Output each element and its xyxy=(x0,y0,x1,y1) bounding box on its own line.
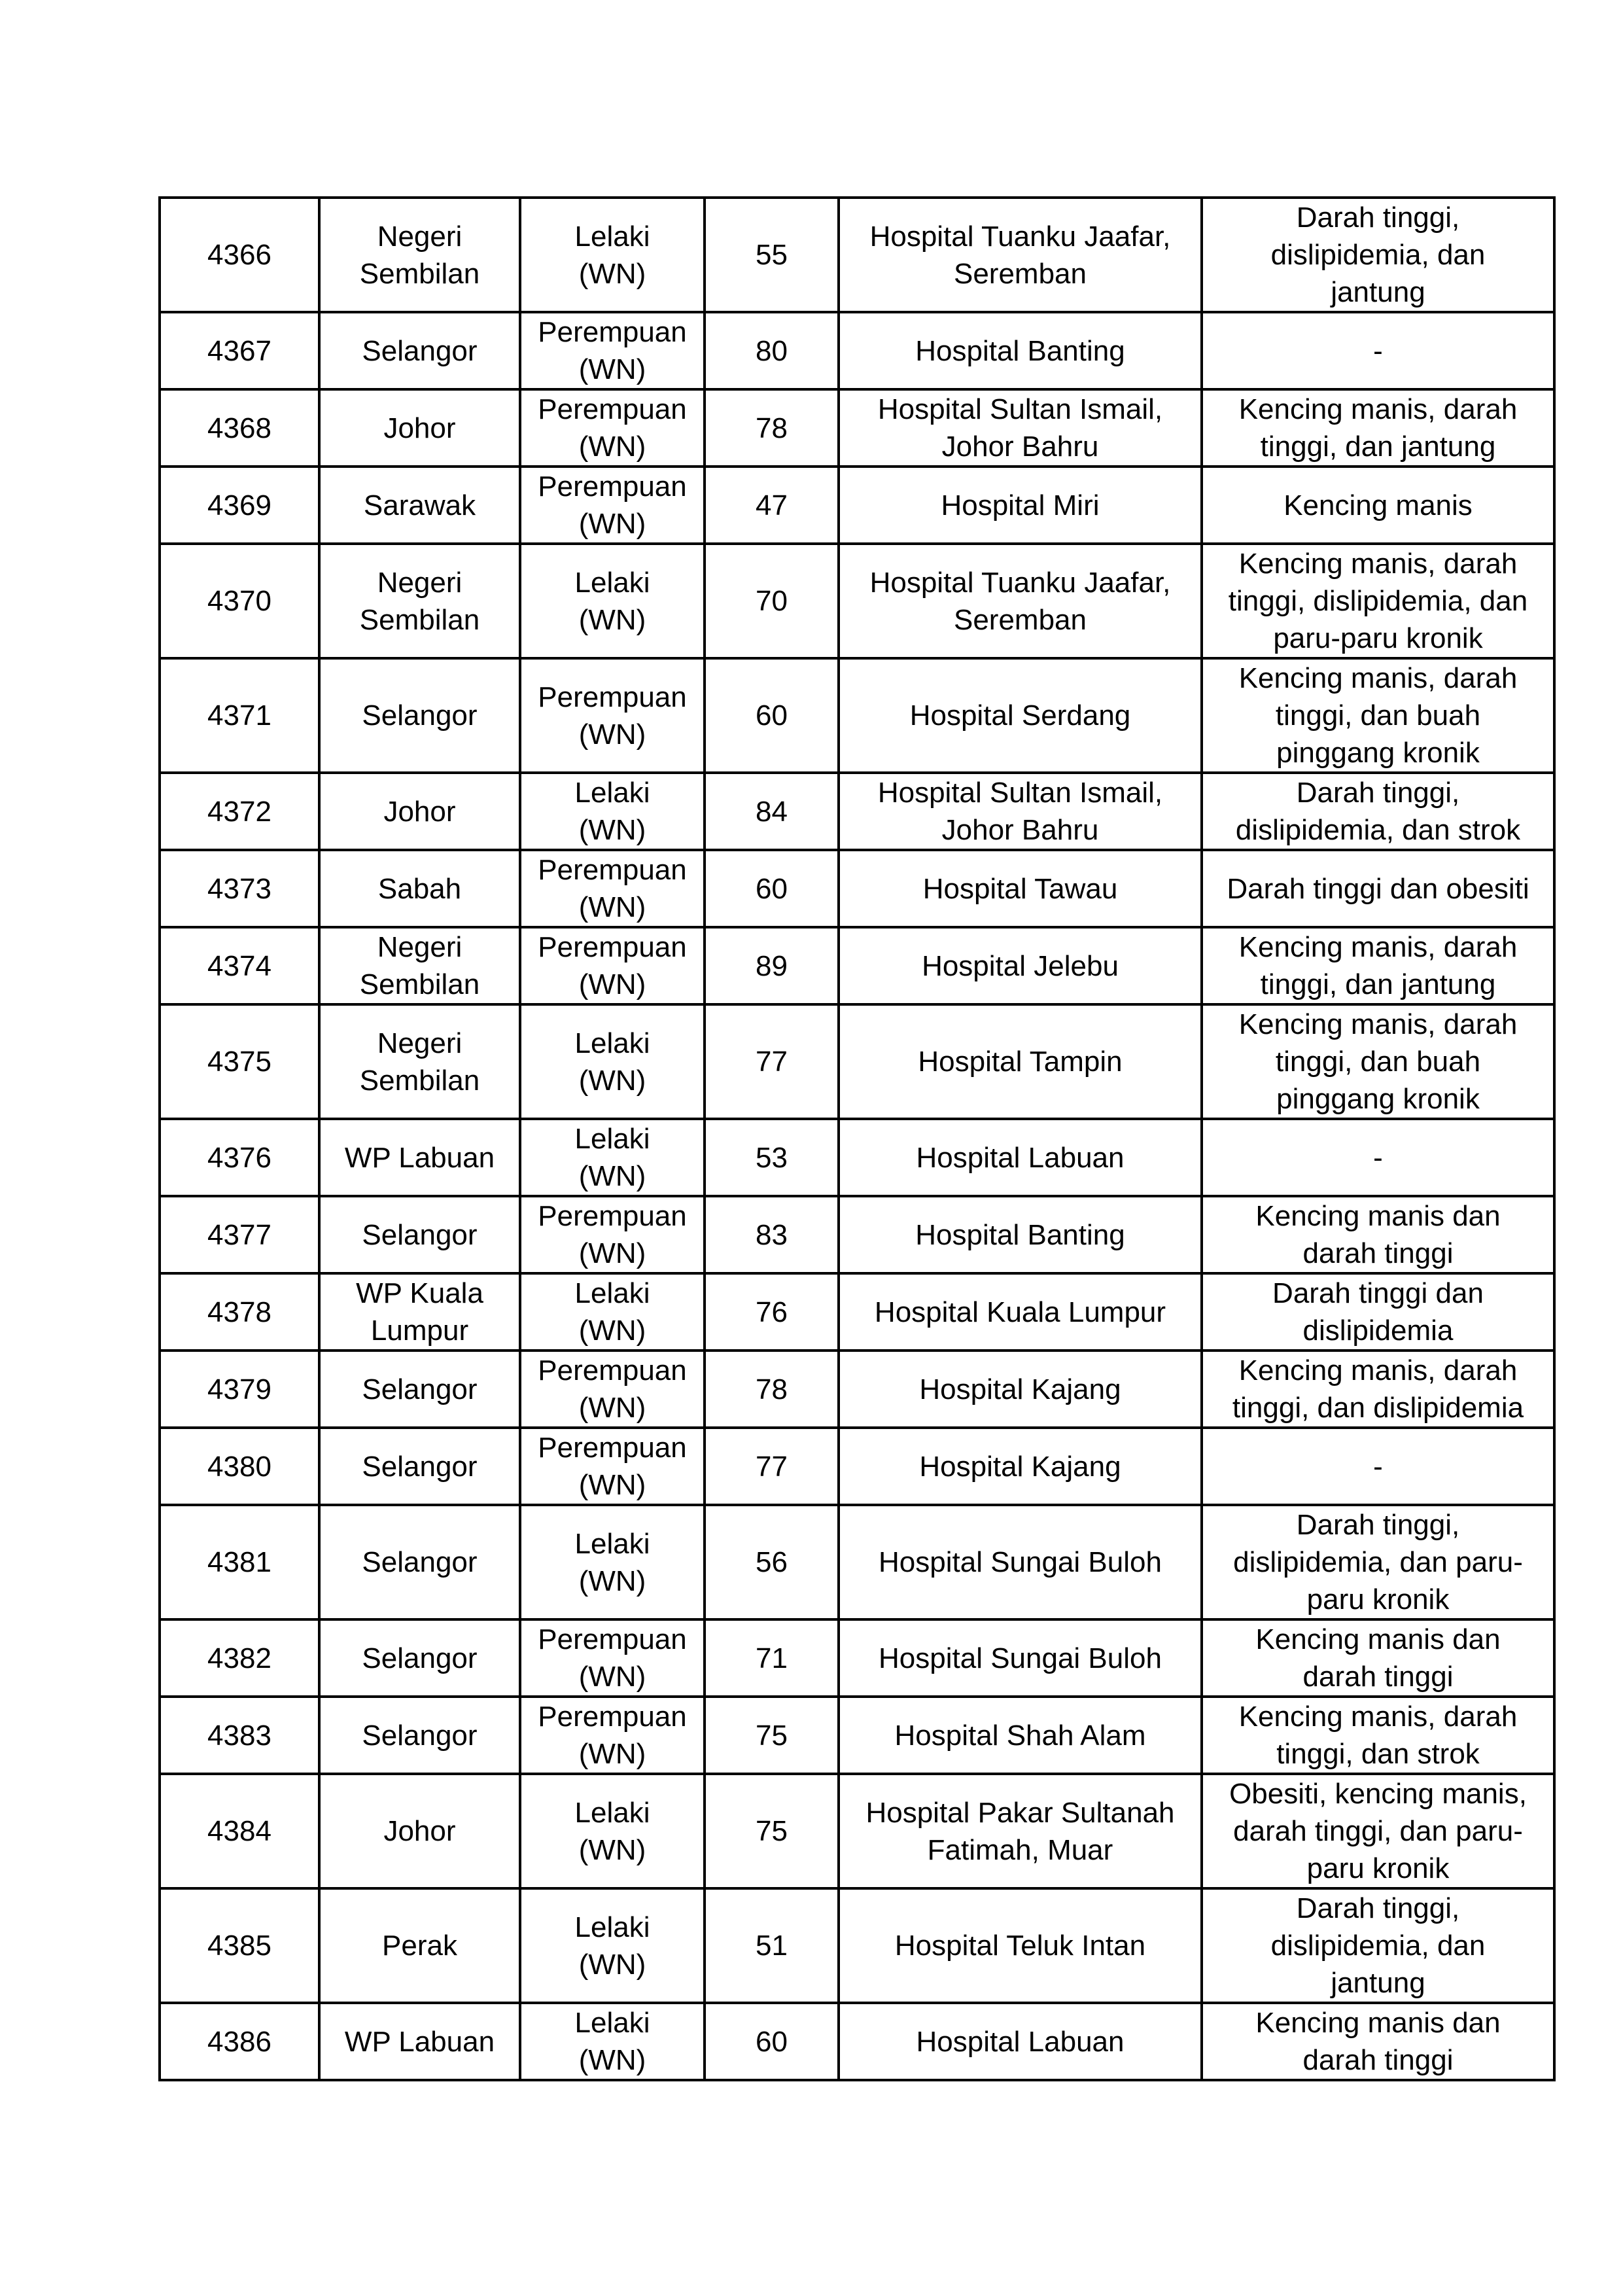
gender-cell: Lelaki (WN) xyxy=(520,1273,705,1351)
case-number-cell: 4377 xyxy=(160,1196,319,1273)
hospital-cell: Hospital Jelebu xyxy=(839,927,1202,1004)
comorbidity-cell: Kencing manis, darah tinggi, dan jantung xyxy=(1202,927,1554,1004)
table-row xyxy=(160,198,1554,312)
case-number-cell: 4383 xyxy=(160,1697,319,1774)
table-row xyxy=(160,312,1554,389)
hospital-cell: Hospital Sungai Buloh xyxy=(839,1505,1202,1619)
state-cell: Selangor xyxy=(319,1428,520,1505)
age-cell: 60 xyxy=(705,658,839,773)
age-cell: 53 xyxy=(705,1119,839,1196)
state-cell: Negeri Sembilan xyxy=(319,544,520,658)
state-cell: WP Labuan xyxy=(319,2003,520,2080)
state-cell: Johor xyxy=(319,389,520,467)
gender-cell: Lelaki (WN) xyxy=(520,1119,705,1196)
age-cell: 55 xyxy=(705,198,839,312)
hospital-cell: Hospital Banting xyxy=(839,1196,1202,1273)
comorbidity-cell: Kencing manis, darah tinggi, dan jantung xyxy=(1202,389,1554,467)
gender-cell: Perempuan (WN) xyxy=(520,1351,705,1428)
table-row xyxy=(160,1505,1554,1619)
hospital-cell: Hospital Serdang xyxy=(839,658,1202,773)
state-cell: Negeri Sembilan xyxy=(319,198,520,312)
age-cell: 60 xyxy=(705,2003,839,2080)
hospital-cell: Hospital Miri xyxy=(839,467,1202,544)
table-row xyxy=(160,467,1554,544)
table-row xyxy=(160,850,1554,927)
gender-cell: Lelaki (WN) xyxy=(520,773,705,850)
case-number-cell: 4382 xyxy=(160,1619,319,1697)
table-row xyxy=(160,1004,1554,1119)
case-number-cell: 4371 xyxy=(160,658,319,773)
gender-cell: Perempuan (WN) xyxy=(520,1428,705,1505)
hospital-cell: Hospital Sungai Buloh xyxy=(839,1619,1202,1697)
gender-cell: Perempuan (WN) xyxy=(520,1619,705,1697)
hospital-cell: Hospital Tuanku Jaafar, Seremban xyxy=(839,544,1202,658)
state-cell: Sabah xyxy=(319,850,520,927)
comorbidity-cell: Kencing manis dan darah tinggi xyxy=(1202,1619,1554,1697)
comorbidity-cell: Kencing manis dan darah tinggi xyxy=(1202,1196,1554,1273)
gender-cell: Perempuan (WN) xyxy=(520,1697,705,1774)
case-number-cell: 4375 xyxy=(160,1004,319,1119)
case-table-body xyxy=(160,198,1554,2080)
comorbidity-cell: - xyxy=(1202,1428,1554,1505)
age-cell: 75 xyxy=(705,1697,839,1774)
case-number-cell: 4367 xyxy=(160,312,319,389)
gender-cell: Perempuan (WN) xyxy=(520,850,705,927)
state-cell: Sarawak xyxy=(319,467,520,544)
hospital-cell: Hospital Tampin xyxy=(839,1004,1202,1119)
table-row xyxy=(160,544,1554,658)
state-cell: Negeri Sembilan xyxy=(319,927,520,1004)
state-cell: Negeri Sembilan xyxy=(319,1004,520,1119)
age-cell: 89 xyxy=(705,927,839,1004)
case-number-cell: 4378 xyxy=(160,1273,319,1351)
gender-cell: Lelaki (WN) xyxy=(520,198,705,312)
comorbidity-cell: Darah tinggi, dislipidemia, dan paru- paru kronik xyxy=(1202,1505,1554,1619)
age-cell: 56 xyxy=(705,1505,839,1619)
table-row xyxy=(160,927,1554,1004)
hospital-cell: Hospital Pakar Sultanah Fatimah, Muar xyxy=(839,1774,1202,1888)
hospital-cell: Hospital Labuan xyxy=(839,1119,1202,1196)
comorbidity-cell: Kencing manis, darah tinggi, dan strok xyxy=(1202,1697,1554,1774)
age-cell: 51 xyxy=(705,1888,839,2003)
state-cell: Selangor xyxy=(319,1505,520,1619)
table-row xyxy=(160,389,1554,467)
age-cell: 80 xyxy=(705,312,839,389)
gender-cell: Perempuan (WN) xyxy=(520,467,705,544)
gender-cell: Lelaki (WN) xyxy=(520,1505,705,1619)
table-row xyxy=(160,1619,1554,1697)
table-row xyxy=(160,1273,1554,1351)
age-cell: 76 xyxy=(705,1273,839,1351)
table-row xyxy=(160,1196,1554,1273)
table-row xyxy=(160,1351,1554,1428)
age-cell: 70 xyxy=(705,544,839,658)
document-page xyxy=(158,196,1556,2081)
gender-cell: Perempuan (WN) xyxy=(520,1196,705,1273)
age-cell: 77 xyxy=(705,1004,839,1119)
gender-cell: Perempuan (WN) xyxy=(520,658,705,773)
state-cell: Selangor xyxy=(319,658,520,773)
gender-cell: Perempuan (WN) xyxy=(520,389,705,467)
comorbidity-cell: Kencing manis, darah tinggi, dan buah pinggang kronik xyxy=(1202,658,1554,773)
case-number-cell: 4372 xyxy=(160,773,319,850)
table-row xyxy=(160,1428,1554,1505)
comorbidity-cell: Kencing manis, darah tinggi, dislipidemia, dan paru-paru kronik xyxy=(1202,544,1554,658)
case-number-cell: 4374 xyxy=(160,927,319,1004)
comorbidity-cell: Darah tinggi, dislipidemia, dan strok xyxy=(1202,773,1554,850)
case-number-cell: 4386 xyxy=(160,2003,319,2080)
table-row xyxy=(160,2003,1554,2080)
state-cell: Selangor xyxy=(319,312,520,389)
comorbidity-cell: - xyxy=(1202,312,1554,389)
case-number-cell: 4380 xyxy=(160,1428,319,1505)
table-row xyxy=(160,1774,1554,1888)
hospital-cell: Hospital Kuala Lumpur xyxy=(839,1273,1202,1351)
comorbidity-cell: Darah tinggi, dislipidemia, dan jantung xyxy=(1202,1888,1554,2003)
age-cell: 71 xyxy=(705,1619,839,1697)
table-row xyxy=(160,773,1554,850)
age-cell: 47 xyxy=(705,467,839,544)
hospital-cell: Hospital Kajang xyxy=(839,1351,1202,1428)
hospital-cell: Hospital Tuanku Jaafar, Seremban xyxy=(839,198,1202,312)
case-number-cell: 4373 xyxy=(160,850,319,927)
comorbidity-cell: Obesiti, kencing manis, darah tinggi, dan paru- paru kronik xyxy=(1202,1774,1554,1888)
comorbidity-cell: Kencing manis, darah tinggi, dan dislipidemia xyxy=(1202,1351,1554,1428)
hospital-cell: Hospital Teluk Intan xyxy=(839,1888,1202,2003)
case-number-cell: 4376 xyxy=(160,1119,319,1196)
hospital-cell: Hospital Tawau xyxy=(839,850,1202,927)
age-cell: 78 xyxy=(705,389,839,467)
case-number-cell: 4384 xyxy=(160,1774,319,1888)
case-number-cell: 4381 xyxy=(160,1505,319,1619)
comorbidity-cell: - xyxy=(1202,1119,1554,1196)
state-cell: Selangor xyxy=(319,1196,520,1273)
comorbidity-cell: Darah tinggi dan obesiti xyxy=(1202,850,1554,927)
age-cell: 78 xyxy=(705,1351,839,1428)
case-number-cell: 4370 xyxy=(160,544,319,658)
case-table xyxy=(158,196,1556,2081)
case-number-cell: 4368 xyxy=(160,389,319,467)
state-cell: WP Kuala Lumpur xyxy=(319,1273,520,1351)
comorbidity-cell: Darah tinggi, dislipidemia, dan jantung xyxy=(1202,198,1554,312)
case-number-cell: 4366 xyxy=(160,198,319,312)
case-number-cell: 4369 xyxy=(160,467,319,544)
hospital-cell: Hospital Sultan Ismail, Johor Bahru xyxy=(839,773,1202,850)
gender-cell: Perempuan (WN) xyxy=(520,312,705,389)
state-cell: Johor xyxy=(319,773,520,850)
state-cell: Selangor xyxy=(319,1351,520,1428)
age-cell: 75 xyxy=(705,1774,839,1888)
comorbidity-cell: Kencing manis, darah tinggi, dan buah pinggang kronik xyxy=(1202,1004,1554,1119)
gender-cell: Lelaki (WN) xyxy=(520,544,705,658)
case-number-cell: 4385 xyxy=(160,1888,319,2003)
hospital-cell: Hospital Banting xyxy=(839,312,1202,389)
comorbidity-cell: Darah tinggi dan dislipidemia xyxy=(1202,1273,1554,1351)
table-row xyxy=(160,1119,1554,1196)
state-cell: Perak xyxy=(319,1888,520,2003)
age-cell: 83 xyxy=(705,1196,839,1273)
hospital-cell: Hospital Sultan Ismail, Johor Bahru xyxy=(839,389,1202,467)
comorbidity-cell: Kencing manis dan darah tinggi xyxy=(1202,2003,1554,2080)
state-cell: WP Labuan xyxy=(319,1119,520,1196)
gender-cell: Lelaki (WN) xyxy=(520,1888,705,2003)
gender-cell: Lelaki (WN) xyxy=(520,1004,705,1119)
state-cell: Selangor xyxy=(319,1619,520,1697)
age-cell: 84 xyxy=(705,773,839,850)
gender-cell: Perempuan (WN) xyxy=(520,927,705,1004)
case-number-cell: 4379 xyxy=(160,1351,319,1428)
gender-cell: Lelaki (WN) xyxy=(520,2003,705,2080)
hospital-cell: Hospital Labuan xyxy=(839,2003,1202,2080)
age-cell: 60 xyxy=(705,850,839,927)
table-row xyxy=(160,1888,1554,2003)
gender-cell: Lelaki (WN) xyxy=(520,1774,705,1888)
table-row xyxy=(160,1697,1554,1774)
state-cell: Johor xyxy=(319,1774,520,1888)
comorbidity-cell: Kencing manis xyxy=(1202,467,1554,544)
hospital-cell: Hospital Shah Alam xyxy=(839,1697,1202,1774)
state-cell: Selangor xyxy=(319,1697,520,1774)
table-row xyxy=(160,658,1554,773)
age-cell: 77 xyxy=(705,1428,839,1505)
hospital-cell: Hospital Kajang xyxy=(839,1428,1202,1505)
